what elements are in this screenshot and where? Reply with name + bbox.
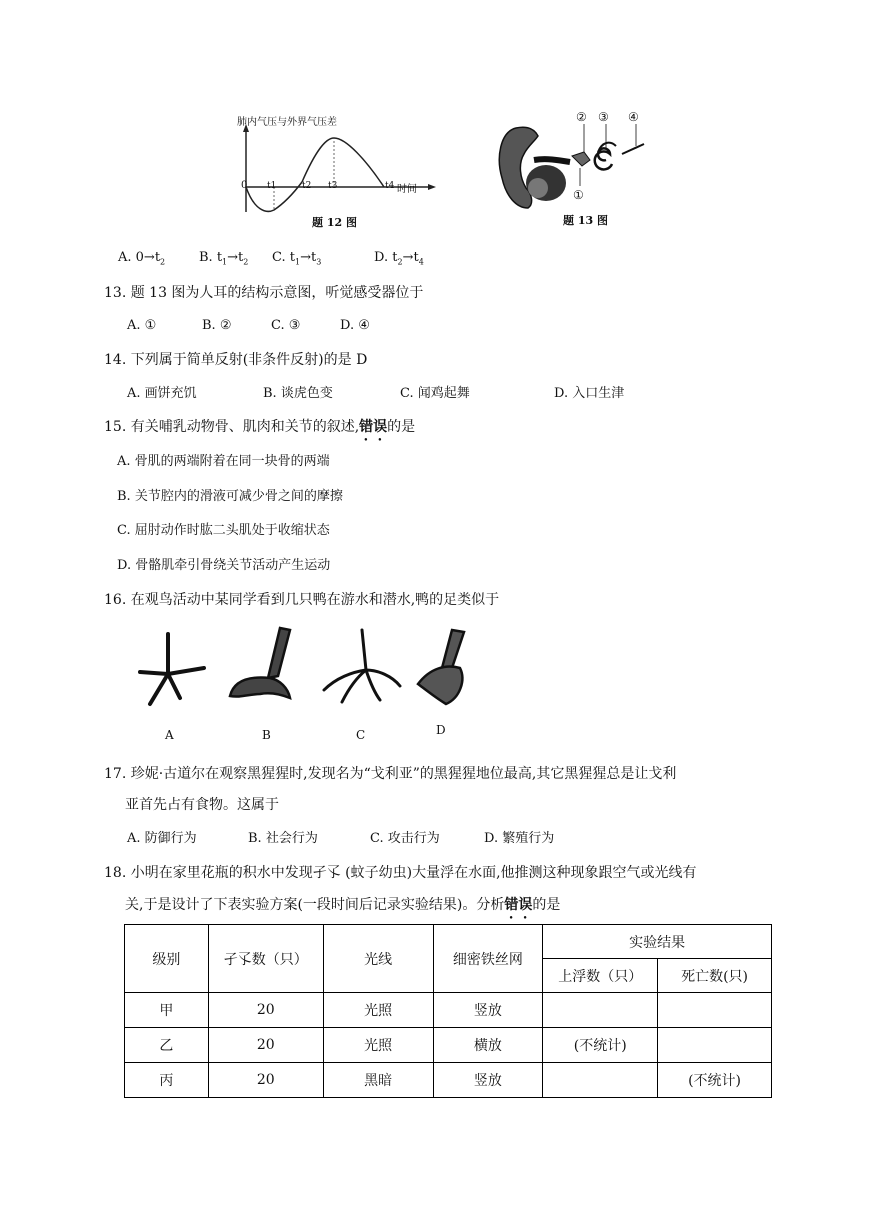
q17-line1: 17. 珍妮·古道尔在观察黑猩猩时,发现名为“戈利亚”的黑猩猩地位最高,其它黑猩猩总是让戈利: [104, 766, 677, 782]
cell-float: [543, 1063, 658, 1098]
figure-12-caption: 题 12 图: [312, 216, 357, 229]
foot-d-icon: [418, 630, 464, 704]
cell-group: 丙: [125, 1063, 209, 1098]
q18-line1: 18. 小明在家里花瓶的积水中发现孑孓 (蚊子幼虫)大量浮在水面,他推测这种现象跟空气或光线有: [104, 865, 697, 881]
q17-option-a: A. 防御行为: [127, 831, 197, 846]
figure-12-x-label: 时间: [397, 184, 417, 195]
figure-12-tick-t4: t4: [385, 181, 395, 191]
figure-12-y-label: 肺内气压与外界气压差: [237, 117, 337, 128]
q16-stem: 16. 在观鸟活动中某同学看到几只鸭在游水和潜水,鸭的足类似于: [104, 592, 500, 608]
q15-option-c: C. 屈肘动作时肱二头肌处于收缩状态: [117, 523, 330, 538]
cell-count: 20: [208, 993, 323, 1028]
ear-canal: [534, 159, 570, 162]
pressure-curve: [246, 138, 384, 211]
q17-option-d: D. 繁殖行为: [484, 831, 555, 846]
foot-c-icon: [324, 630, 400, 702]
cell-mesh: 竖放: [433, 1063, 543, 1098]
figure-13-caption: 题 13 图: [563, 214, 608, 227]
figure-13-marker-1: ①: [573, 188, 584, 202]
figure-12-tick-t3: t3: [328, 181, 338, 191]
cell-count: 20: [208, 1028, 323, 1063]
q17-line2: 亚首先占有食物。这属于: [125, 797, 279, 813]
q13-stem: 13. 题 13 图为人耳的结构示意图，听觉感受器位于: [104, 285, 424, 301]
ossicles: [572, 152, 590, 166]
auditory-nerve: [622, 144, 644, 154]
cell-death: [658, 1028, 772, 1063]
q12-option-c: C. $t_1\to t_3$: [272, 250, 322, 267]
q13-option-b: B. ②: [202, 318, 232, 333]
q12-option-d: D. $t_2\to t_4$: [374, 250, 424, 267]
cell-count: 20: [208, 1063, 323, 1098]
experiment-table: [124, 924, 772, 1098]
figure-12-tick-t1: t1: [267, 181, 277, 191]
foot-a-icon: [140, 634, 204, 704]
figure-13-marker-4: ④: [628, 110, 639, 124]
foot-c-label: C: [356, 728, 366, 742]
q14-option-d: D. 入口生津: [554, 386, 625, 401]
q15-option-d: D. 骨骼肌牵引骨绕关节活动产生运动: [117, 558, 331, 573]
cell-death: [658, 993, 772, 1028]
table-row: [125, 1028, 772, 1063]
q17-option-b: B. 社会行为: [248, 831, 318, 846]
table-row: [125, 1063, 772, 1098]
header-mesh: 细密铁丝网: [433, 925, 543, 993]
q13-option-c: C. ③: [271, 318, 301, 333]
cell-light: 黑暗: [323, 1063, 433, 1098]
cell-float: [543, 993, 658, 1028]
cell-float: (不统计): [543, 1028, 658, 1063]
figure-12-tick-t2: t2: [302, 181, 312, 191]
cell-death: (不统计): [658, 1063, 772, 1098]
figure-13-marker-2: ②: [576, 110, 587, 124]
foot-b-label: B: [262, 728, 271, 742]
figure-13-marker-3: ③: [598, 110, 609, 124]
cell-group: 甲: [125, 993, 209, 1028]
q14-option-b: B. 谈虎色变: [263, 386, 333, 401]
header-light: 光线: [323, 925, 433, 993]
foot-b-icon: [230, 628, 290, 698]
q14-option-c: C. 闻鸡起舞: [400, 386, 470, 401]
foot-d-label: D: [436, 723, 446, 737]
q18-line2: 关,于是设计了下表实验方案(一段时间后记录实验结果)。分析错误的是: [125, 897, 561, 913]
foot-a-label: A: [165, 728, 174, 742]
q17-option-c: C. 攻击行为: [370, 831, 440, 846]
q13-option-d: D. ④: [340, 318, 370, 333]
cell-mesh: 横放: [433, 1028, 543, 1063]
header-float-count: 上浮数（只）: [543, 959, 658, 993]
table-header-row: [125, 925, 772, 959]
figure-16-duck-feet: [130, 624, 480, 719]
header-results: 实验结果: [543, 925, 772, 959]
header-group: 级别: [125, 925, 209, 993]
table-row: [125, 993, 772, 1028]
q12-option-b: B. $t_1\to t_2$: [199, 250, 249, 267]
cell-light: 光照: [323, 993, 433, 1028]
q15-stem: 15. 有关哺乳动物骨、肌肉和关节的叙述,错误的是: [104, 419, 416, 435]
x-axis-arrow: [428, 184, 436, 190]
q15-option-a: A. 骨肌的两端附着在同一块骨的两端: [117, 454, 330, 469]
q13-option-a: A. ①: [127, 318, 157, 333]
cell-light: 光照: [323, 1028, 433, 1063]
cell-group: 乙: [125, 1028, 209, 1063]
cell-mesh: 竖放: [433, 993, 543, 1028]
q12-option-a: A. $0\to t_2$: [118, 250, 166, 267]
q14-option-a: A. 画饼充饥: [127, 386, 197, 401]
figure-12-origin: 0: [241, 180, 248, 191]
header-death-count: 死亡数(只): [658, 959, 772, 993]
q15-option-b: B. 关节腔内的滑液可减少骨之间的摩擦: [117, 489, 343, 504]
header-larva-count: 孑孓数（只）: [208, 925, 323, 993]
q14-stem: 14. 下列属于简单反射(非条件反射)的是 D: [104, 352, 368, 368]
